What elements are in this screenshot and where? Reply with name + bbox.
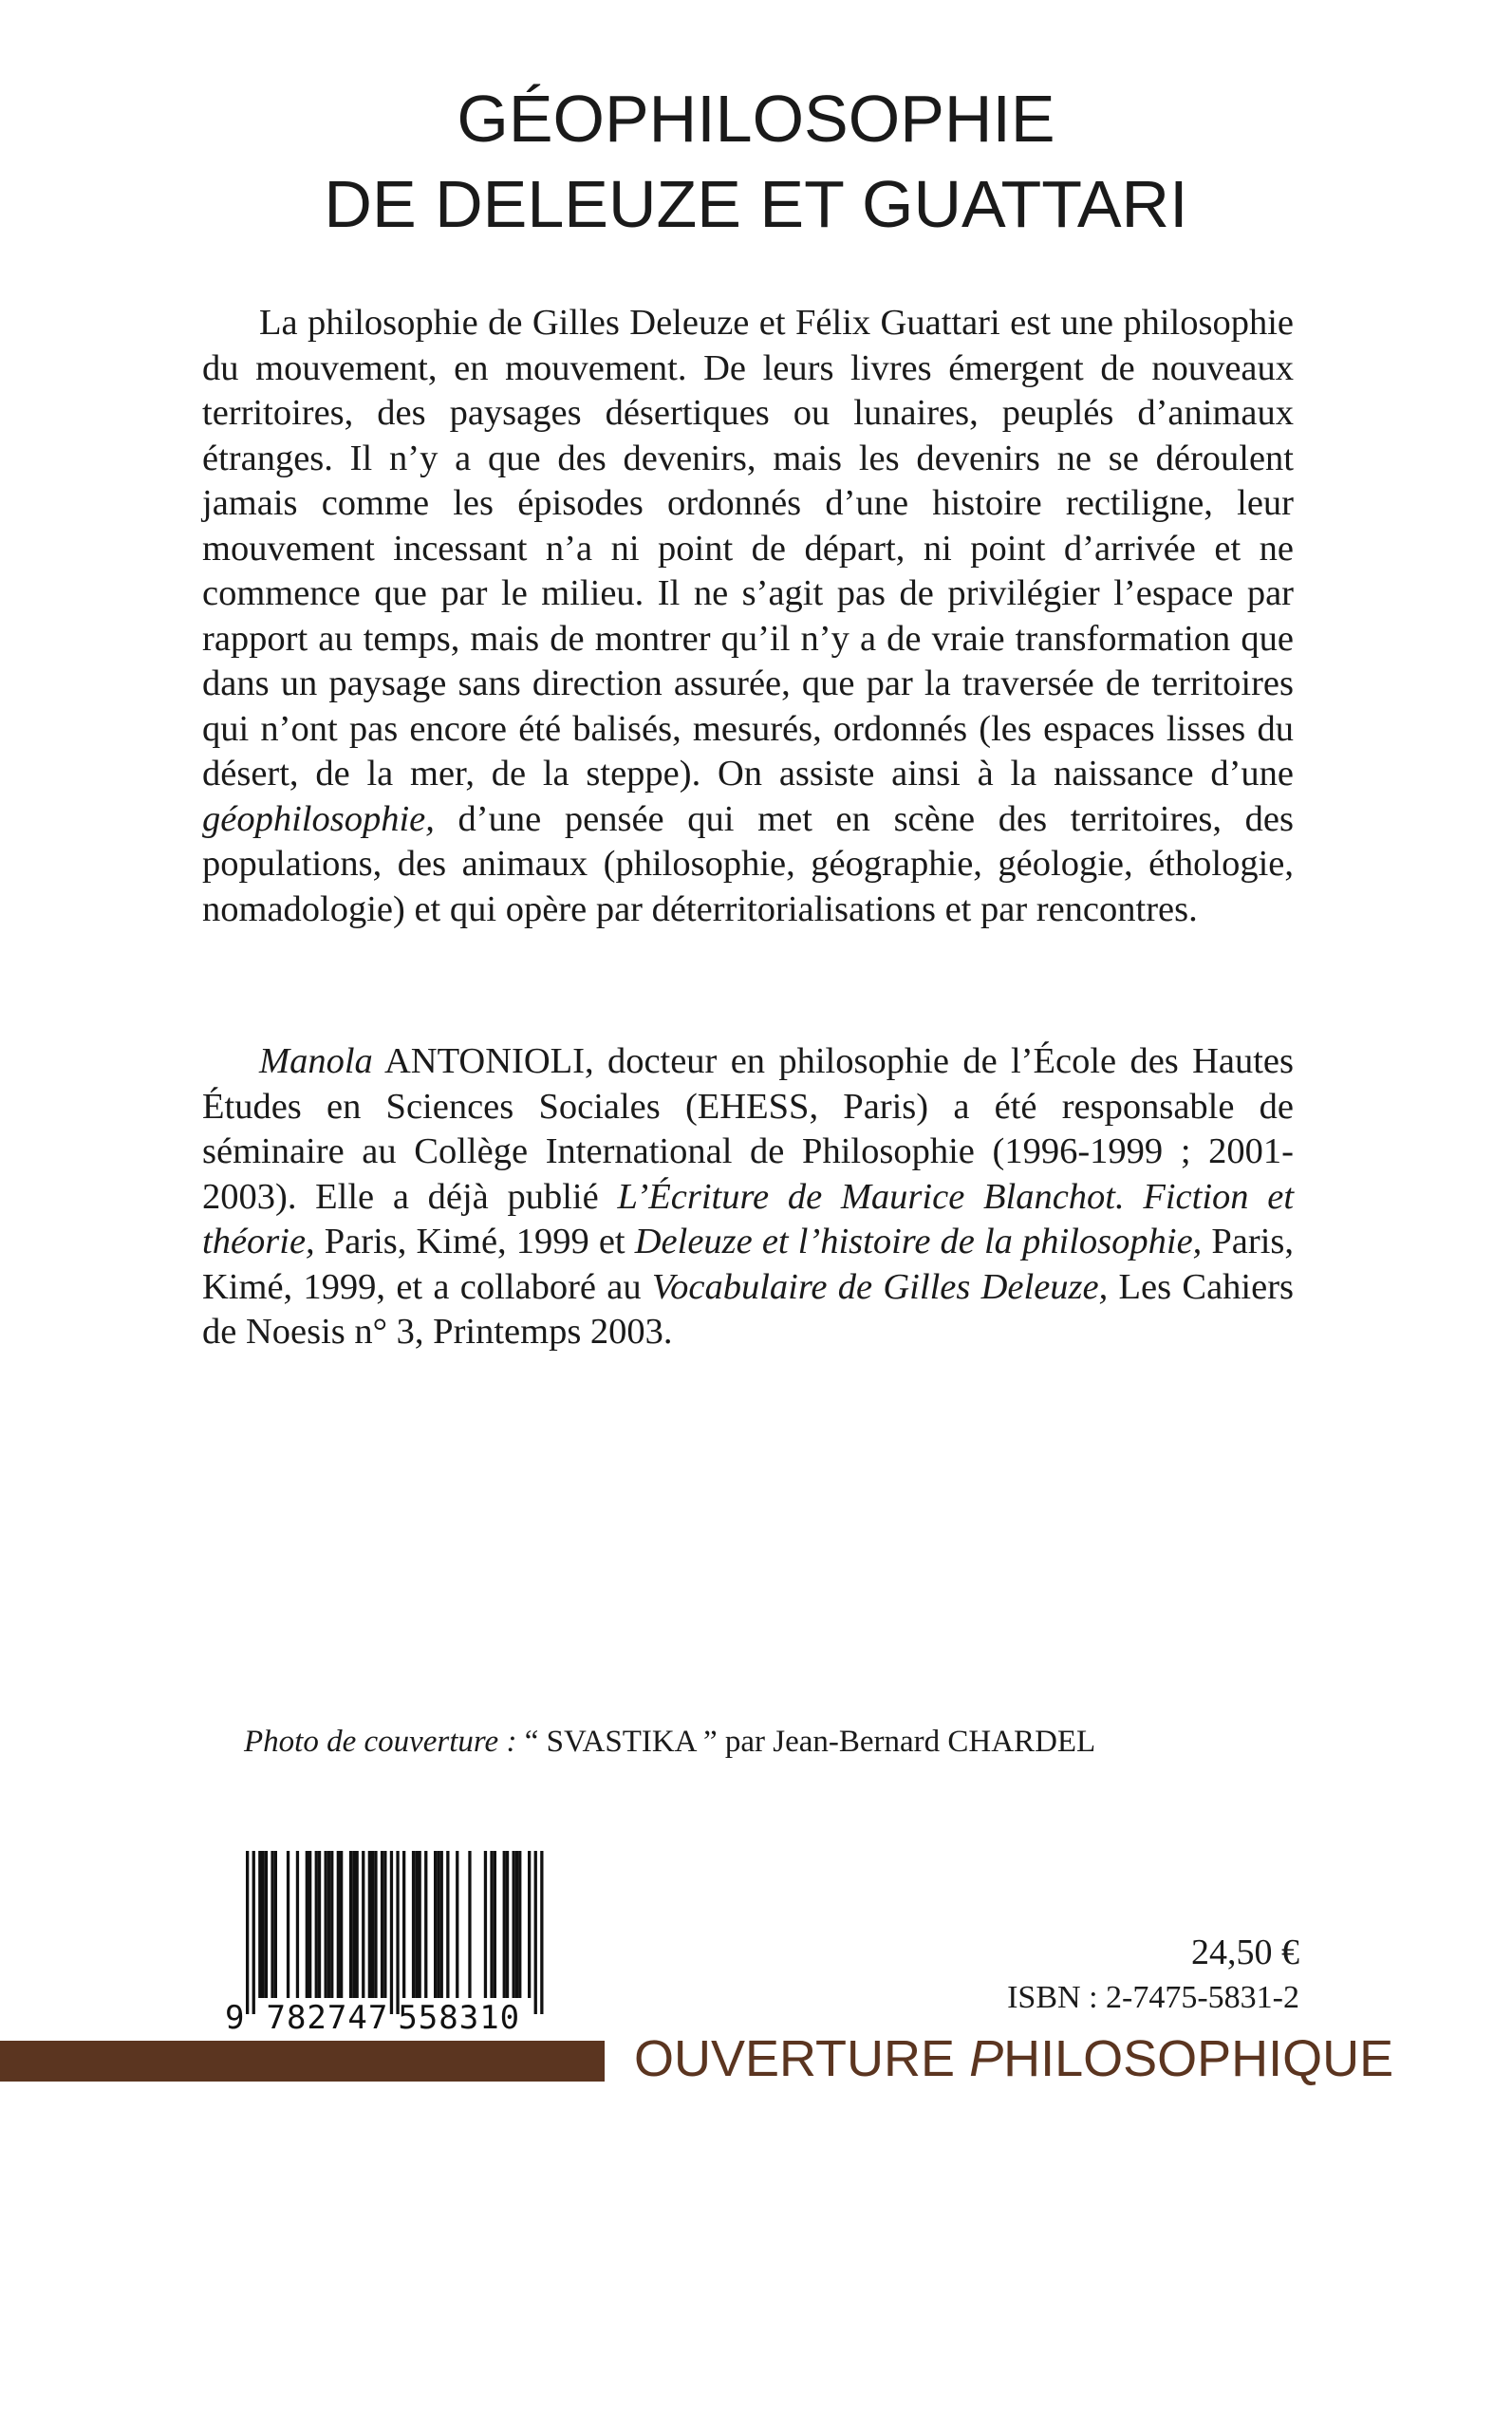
barcode-guard-bar <box>246 1851 249 2014</box>
collection-word-1: OUVERTURE <box>634 2030 956 2087</box>
description-text-2: d’une pensée qui met en scène des territoires, des populations, des animaux (philosophie, géographie, géologie, éthologie, nomadologie) et qui opère par déterritorialisations et par rencontres. <box>202 798 1295 929</box>
barcode <box>225 1851 574 2036</box>
barcode-bar <box>265 1851 268 1998</box>
barcode-bar <box>296 1851 299 1998</box>
barcode-group-1: 782747 <box>266 1999 389 2037</box>
barcode-digits <box>225 2000 574 2036</box>
book-title <box>0 76 1512 247</box>
description-text-1: La philosophie de Gilles Deleuze et Félix Guattari est une philosophie du mouvement, en mouvement. De leurs livres émergent de nouveaux territoires, des paysages désertiques ou lunaires, peuplés d’animaux étranges. Il n’y a que des devenirs, mais les devenirs ne se déroulent jamais comme les épisodes ordonnés d’une histoire rectiligne, leur mouvement incessant n’a ni point de départ, ni point d’arrivée et ne commence que par le milieu. Il ne s’agit pas de privilégier l’espace par rapport au temps, mais de montrer qu’il n’y a de vraie transformation que dans un paysage sans direction assurée, que par la traversée de territoires qui n’ont pas encore été balisés, mesurés, ordonnés (les espaces lisses du désert, de la mer, de la steppe). On assiste ainsi à la naissance d’une <box>202 303 1294 794</box>
barcode-bar <box>356 1851 359 1998</box>
barcode-guard-bar <box>396 1851 399 2014</box>
barcode-bar <box>415 1851 418 1998</box>
collection-word-2: HILOSOPHIQUE <box>1003 2030 1394 2087</box>
barcode-bar <box>513 1851 515 1998</box>
barcode-bar <box>440 1851 443 1998</box>
barcode-bar <box>371 1851 374 1998</box>
barcode-bar <box>402 1851 405 1998</box>
photo-credit-label: Photo de couverture : <box>244 1725 517 1759</box>
author-first-name: Manola <box>259 1041 373 1081</box>
barcode-bar <box>503 1851 506 1998</box>
barcode-bar <box>484 1851 487 1998</box>
barcode-guard-bar <box>252 1851 255 2014</box>
barcode-bar <box>262 1851 265 1998</box>
bio-text-3: Paris, Kimé, 1999, et a collaboré au <box>202 1222 1294 1307</box>
bio-text-4: Les Cahiers de Noesis n° 3, Printemps 2003. <box>202 1266 1294 1352</box>
barcode-bar <box>468 1851 471 1998</box>
description-italic-term: géophilosophie, <box>202 798 435 839</box>
collection-name <box>634 2027 1393 2090</box>
barcode-bar <box>327 1851 330 1998</box>
barcode-bar <box>258 1851 261 1998</box>
author-bio-paragraph <box>202 1039 1294 1355</box>
bio-text-1: docteur en philosophie de l’École des Hautes Études en Sciences Sociales (EHESS, Paris) a été responsable de séminaire au Collège International de Philosophie (1996-1999 ; 2001-2003). Elle a déjà publié <box>202 1041 1295 1217</box>
barcode-bar <box>308 1851 311 1998</box>
barcode-bar <box>274 1851 277 1998</box>
barcode-bar <box>340 1851 343 1998</box>
barcode-bar <box>434 1851 437 1998</box>
barcode-bar <box>518 1851 521 1998</box>
barcode-bar <box>271 1851 273 1998</box>
barcode-bar <box>287 1851 289 1998</box>
bio-book-3: Vocabulaire de Gilles Deleuze, <box>651 1266 1109 1307</box>
barcode-bar <box>306 1851 308 1998</box>
barcode-guard-bar <box>540 1851 543 2014</box>
barcode-bar <box>419 1851 421 1998</box>
bio-book-2: Deleuze et l’histoire de la philosophie, <box>634 1222 1203 1261</box>
bio-text-2: Paris, Kimé, 1999 et <box>324 1222 625 1261</box>
barcode-bar <box>424 1851 427 1998</box>
barcode-bar <box>456 1851 458 1998</box>
barcode-bar <box>412 1851 415 1998</box>
collection-color-band <box>0 2041 605 2082</box>
barcode-bar <box>437 1851 439 1998</box>
title-line-2: DE DELEUZE ET GUATTARI <box>324 167 1188 241</box>
isbn: ISBN : 2-7475-5831-2 <box>1007 1980 1299 2015</box>
barcode-bar <box>352 1851 355 1998</box>
barcode-bar <box>515 1851 518 1998</box>
barcode-bar <box>362 1851 364 1998</box>
barcode-bar <box>330 1851 333 1998</box>
barcode-bar <box>349 1851 352 1998</box>
barcode-bar <box>374 1851 377 1998</box>
barcode-guard-bar <box>390 1851 393 2014</box>
description-paragraph <box>202 301 1294 932</box>
barcode-bar <box>315 1851 318 1998</box>
title-line-1: GÉOPHILOSOPHIE <box>457 82 1055 156</box>
barcode-bar <box>318 1851 321 1998</box>
bio-book-1: L’Écriture de Maurice Blanchot. Fiction et théorie, <box>202 1176 1295 1261</box>
collection-p-letter: P <box>969 2030 1004 2087</box>
barcode-group-2: 558310 <box>398 1999 521 2037</box>
barcode-bar <box>490 1851 493 1998</box>
barcode-bar <box>381 1851 383 1998</box>
barcode-bar <box>368 1851 371 1998</box>
barcode-bar <box>506 1851 509 1998</box>
author-surname: ANTONIOLI, <box>383 1041 594 1081</box>
photo-credit-text: “ SVASTIKA ” par Jean-Bernard CHARDEL <box>524 1725 1096 1759</box>
barcode-bar <box>325 1851 327 1998</box>
barcode-bar <box>383 1851 386 1998</box>
barcode-bar <box>337 1851 340 1998</box>
photo-credit <box>244 1723 1095 1761</box>
barcode-bar <box>494 1851 496 1998</box>
barcode-first-digit: 9 <box>225 1999 246 2037</box>
price: 24,50 € <box>1191 1933 1299 1972</box>
barcode-bar <box>528 1851 531 1998</box>
barcode-guard-bar <box>534 1851 537 2014</box>
barcode-bar <box>446 1851 449 1998</box>
